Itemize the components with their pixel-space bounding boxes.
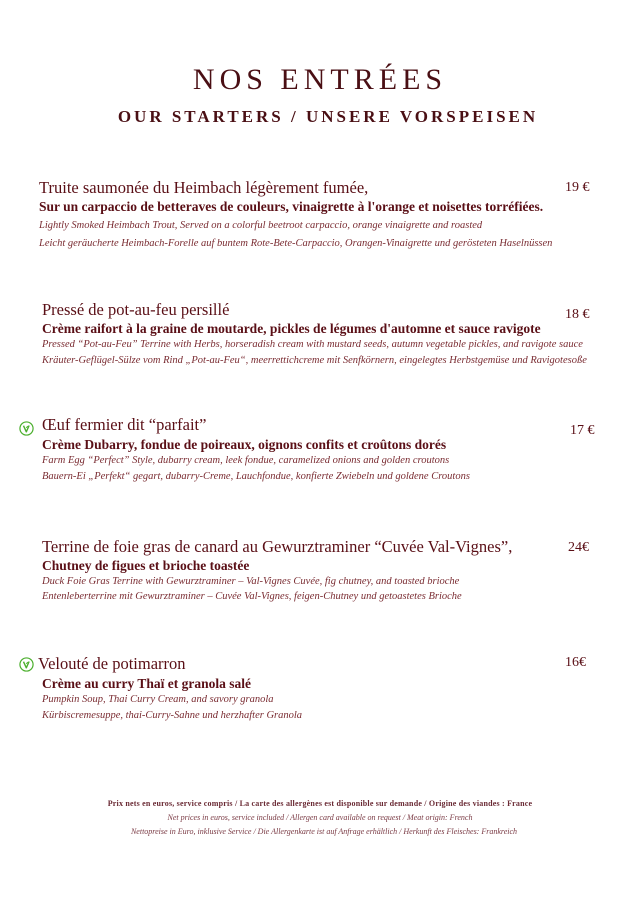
dish-name: Velouté de potimarron — [38, 654, 186, 673]
dish-price: 24€ — [568, 540, 589, 555]
dish-description: Sur un carpaccio de betteraves de couleurs, vinaigrette à l'orange et noisettes torréfiées. — [39, 199, 544, 214]
dish-english: Pumpkin Soup, Thai Curry Cream, and savory granola — [42, 694, 274, 705]
page-subtitle: OUR STARTERS / UNSERE VORSPEISEN — [117, 107, 539, 126]
page-title: NOS ENTRÉES — [192, 63, 448, 96]
dish-german: Bauern-Ei „Perfekt“ gegart, dubarry-Creme, Lauchfondue, konfierte Zwiebeln und goldene Croutons — [42, 471, 470, 482]
dish-german: Entenleberterrine mit Gewurztraminer – Cuvée Val-Vignes, feigen-Chutney und getoastetes Brioche — [42, 591, 462, 602]
dish-price: 18 € — [565, 307, 590, 322]
footer-french: Prix nets en euros, service compris / La carte des allergènes est disponible sur demande / Origine des viandes : France — [107, 799, 533, 808]
dish-german: Leicht geräucherte Heimbach-Forelle auf buntem Rote-Bete-Carpaccio, Orangen-Vinaigrette und gerösteten Haselnüssen — [39, 238, 553, 249]
dish-german: Kürbiscremesuppe, thai-Curry-Sahne und herzhafter Granola — [42, 710, 303, 721]
footer-german: Nettopreise in Euro, inklusive Service / Die Allergenkarte ist auf Anfrage erhältlich / Herkunft des Fleisches: Frankreich — [130, 827, 518, 836]
dish-name: Œuf fermier dit “parfait” — [42, 415, 207, 434]
dish-price: 17 € — [570, 423, 595, 438]
dish-name: Truite saumonée du Heimbach légèrement fumée, — [39, 178, 369, 197]
dish-english: Lightly Smoked Heimbach Trout, Served on a colorful beetroot carpaccio, orange vinaigrette and roasted — [39, 220, 483, 231]
vegetarian-icon — [19, 657, 34, 672]
dish-english: Pressed “Pot-au-Feu” Terrine with Herbs, horseradish cream with mustard seeds, autumn vegetable pickles, and ravigote sauce — [42, 339, 583, 350]
vegetarian-icon — [19, 421, 34, 436]
dish-german: Kräuter-Geflügel-Sülze vom Rind „Pot-au-Feu“, meerrettichcreme mit Senfkörnern, eingelegtes Herbstgemüse und Ravigotesoße — [42, 355, 587, 366]
dish-description: Crème raifort à la graine de moutarde, pickles de légumes d'automne et sauce ravigote — [42, 321, 541, 336]
dish-description: Chutney de figues et brioche toastée — [42, 558, 250, 573]
dish-name: Pressé de pot-au-feu persillé — [42, 300, 230, 319]
dish-english: Duck Foie Gras Terrine with Gewurztraminer – Val-Vignes Cuvée, fig chutney, and toasted brioche — [42, 576, 460, 587]
dish-description: Crème au curry Thaï et granola salé — [42, 676, 251, 691]
dish-description: Crème Dubarry, fondue de poireaux, oignons confits et croûtons dorés — [42, 437, 447, 452]
dish-price: 19 € — [565, 180, 590, 195]
dish-english: Farm Egg “Perfect” Style, dubarry cream, leek fondue, caramelized onions and golden croutons — [42, 455, 450, 466]
footer-english: Net prices in euros, service included / Allergen card available on request / Meat origin: French — [167, 813, 473, 822]
dish-name: Terrine de foie gras de canard au Gewurztraminer “Cuvée Val-Vignes”, — [42, 537, 513, 556]
dish-price: 16€ — [565, 655, 586, 670]
